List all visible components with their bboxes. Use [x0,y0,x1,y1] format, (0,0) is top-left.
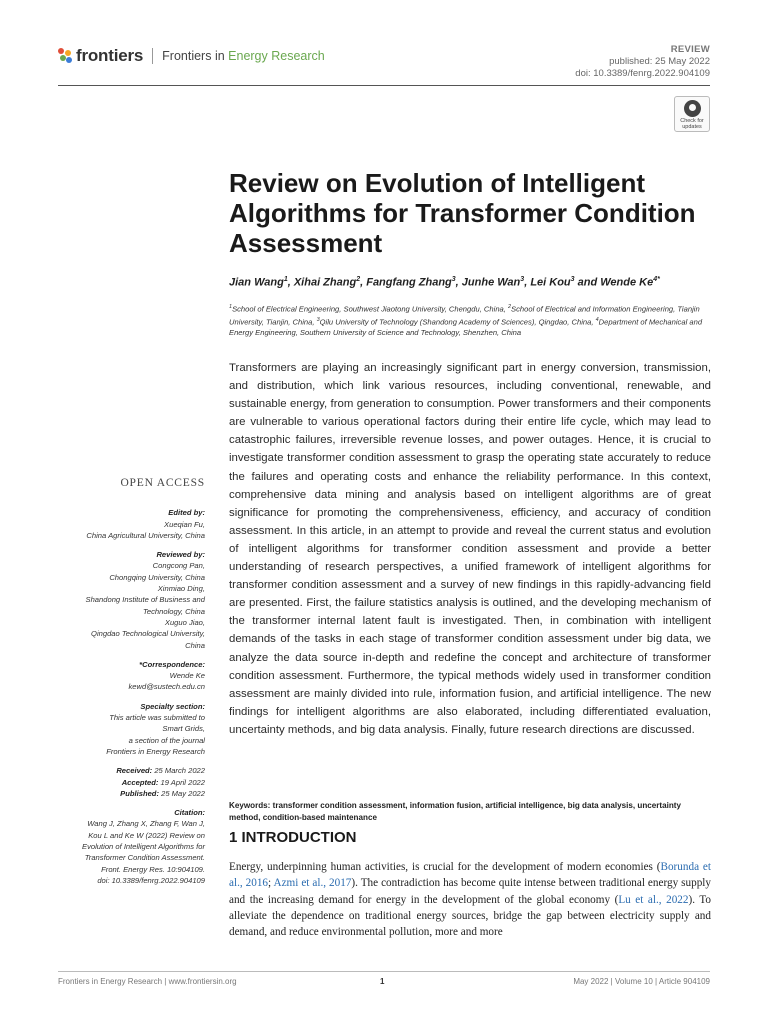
article-dates [45,765,205,799]
sidebar-group [45,507,205,541]
date-value: 19 April 2022 [158,777,205,787]
date-label: Received: [116,766,153,776]
author-affiliation-mark: 4* [653,276,660,283]
date-row [45,777,205,788]
date-row [45,788,205,799]
sidebar-value: Chongqing University, China [109,572,205,582]
sidebar-value: Xuguo Jiao, [164,617,205,627]
author-affiliation-mark: 3 [520,276,525,283]
intro-text-run: ). The contradiction has become quite intense between traditional energy supply and the increasing demand for energy in the development of the global economy ( [229,877,711,906]
intro-text-run: ). To alleviate the dependence on traditional energy sources, bridge the gap between electricity supply and demand, and reduce environmental pollution, more and more [229,893,712,939]
date-row [45,765,205,776]
published-date: published: 25 May 2022 [609,56,710,67]
affiliations [229,302,719,338]
author-name[interactable]: Fangfang Zhang [366,276,452,289]
author-name[interactable]: Lei Kou [530,276,571,289]
date-label: Accepted: [121,777,159,787]
journal-accent: Energy Research [228,49,325,63]
frontiers-logo-icon [58,48,72,64]
abstract: Transformers are playing an increasingly significant part in energy conversion, transmission, and distribution, which link various resources, including conventional, renewable, and sustainable energy, from generation to consumption. Power transformers and their components are vulnerable to various operational factors during their entire life cycle, which may lead to catastrophic failures, irreversible revenue losses, and power outages. Hence, it is crucial to investigate transformer condition assessment to grasp the operating state accurately to reduce the failures and operating costs and enhance the reliability performance. In this context, comprehensive data mining and analysis based on intelligent algorithms are of great significance for promoting the comprehensiveness, efficiency, and accuracy of condition assessment. In this article, in an attempt to provide and reveal the current status and evolution of intelligent algorithms for transformer condition assessment and provide a better understanding of research perspectives, a unified framework of intelligent algorithms for transformer condition assessment and a survey of new findings in this rapidly-advancing field are presented. First, the failure statistics analysis is outlined, and the developing mechanism of the transformer internal latent fault is investigated. Then, in combination with intelligent demands of the tasks in each stage of transformer condition assessment under big data, we analyze the data source in-depth and redefine the concept and architecture of transformer condition assessment. Furthermore, the typical methods widely used in transformer condition assessment are mainly divided into rule, information fusion, and artificial intelligence. The new findings for intelligent algorithms are also elaborated, including differentiated evaluation, uncertainty methods, and big data analysis. Finally, future research directions are discussed. [229,362,711,736]
sidebar-group [45,549,205,651]
date-label: Published: [120,788,159,798]
affiliation-text: Department of Mechanical and Energy Engineering, Southern University of Science and Technology, Shenzhen, China [229,317,703,338]
frontiers-logo[interactable] [58,46,325,66]
doi[interactable]: doi: 10.3389/fenrg.2022.904109 [575,68,710,79]
citation-line: Evolution of Intelligent Algorithms for [82,842,205,852]
brand-name: frontiers [76,46,144,65]
sidebar-value: Technology, China [142,606,205,616]
affiliation-mark: 2 [507,304,512,310]
logo-divider [152,48,153,64]
sidebar-label: Edited by: [168,508,205,518]
sidebar-value: This article was submitted to [109,713,205,723]
affiliation-mark: 1 [229,304,233,310]
crossmark-label: Check for updates [680,118,704,130]
affiliation-text: Qilu University of Technology (Shandong Academy of Sciences), Qingdao, China, [319,317,596,327]
sidebar-value: Frontiers in Energy Research [106,746,205,756]
date-value: 25 May 2022 [158,788,205,798]
sidebar-group [45,659,205,693]
sidebar-value: Xueqian Fu, [164,519,205,529]
article-meta [575,44,710,80]
sidebar-value: Wende Ke [169,671,205,681]
page-number: 1 [380,977,385,986]
sidebar-label: Specialty section: [140,701,205,711]
header-divider [58,85,710,86]
date-value: 25 March 2022 [152,766,205,776]
article-type: REVIEW [670,44,710,55]
paper-title: Review on Evolution of Intelligent Algorithms for Transformer Condition Assessment [229,168,696,258]
sidebar-value: Smart Grids, [162,724,205,734]
citation-line: Wang J, Zhang X, Zhang F, Wan J, [87,819,205,829]
intro-text-run: Energy, underpinning human activities, is crucial for the development of modern economies ( [229,861,661,873]
citation-label: Citation: [174,808,205,818]
keywords: Keywords: transformer condition assessment, information fusion, artificial intelligence, big data analysis, uncertainty method, condition-based maintenance [229,801,682,822]
author-name[interactable]: Junhe Wan [461,276,521,289]
sidebar-group [45,701,205,757]
sidebar-value: China Agricultural University, China [86,530,205,540]
crossmark-icon [684,100,701,117]
article-info-sidebar [45,478,205,894]
sidebar-label: *Correspondence: [139,659,205,669]
sidebar-value: Xinmiao Ding, [157,584,205,594]
sidebar-label: Reviewed by: [156,550,205,560]
introduction-text [229,859,711,940]
author-affiliation-mark: 3 [570,276,575,283]
sidebar-value: Congcong Pan, [152,561,205,571]
affiliation-mark: 3 [316,316,320,323]
citation-line: Front. Energy Res. 10:904109. [101,864,205,874]
author-affiliation-mark: 3 [451,276,456,283]
open-access-label: OPEN ACCESS [120,477,205,489]
citation-link[interactable]: Azmi et al., 2017 [273,877,352,890]
citation-link[interactable]: Borunda et al., 2016 [229,861,711,890]
section-heading: 1 INTRODUCTION [229,829,357,846]
citation [45,807,205,886]
citation-link[interactable]: Lu et al., 2022 [618,893,689,906]
sidebar-value: Shandong Institute of Business and [85,595,205,605]
author-name[interactable]: Xihai Zhang [293,276,357,289]
citation-line: Transformer Condition Assessment. [84,853,205,863]
author-name[interactable]: Wende Ke [600,276,654,289]
author-affiliation-mark: 1 [283,276,288,283]
footer-divider [58,971,710,972]
sidebar-value: China [185,640,205,650]
footer-journal-link[interactable]: Frontiers in Energy Research | www.frontiersin.org [58,977,237,986]
sidebar-value: Qingdao Technological University, [91,629,205,639]
intro-text-run: ; [268,877,274,890]
journal-name[interactable] [162,49,325,63]
author-affiliation-mark: 2 [356,276,361,283]
citation-line: doi: 10.3389/fenrg.2022.904109 [97,875,205,885]
citation-line: Kou L and Ke W (2022) Review on [88,830,205,840]
journal-prefix: Frontiers in [162,49,229,63]
footer-issue-info: May 2022 | Volume 10 | Article 904109 [573,977,710,986]
affiliation-mark: 4 [595,316,599,323]
check-for-updates-button[interactable] [674,96,710,132]
sidebar-value: kewd@sustech.edu.cn [128,682,205,692]
author-list: Jian Wang$^1$, Xihai Zhang$^2$, Fangfang Zhang$^3$, Junhe Wan$^3$, Lei Kou$^3$ and Wende $Ke^{4*}$ [229,276,660,289]
affiliation-text: School of Electrical Engineering, Southwest Jiaotong University, Chengdu, China, [232,304,508,314]
affiliation-text: School of Electrical and Information Engineering, Tianjin University, Tianjin, China, [229,304,700,327]
sidebar-value: a section of the journal [128,735,205,745]
author-name[interactable]: Jian Wang [229,276,284,289]
